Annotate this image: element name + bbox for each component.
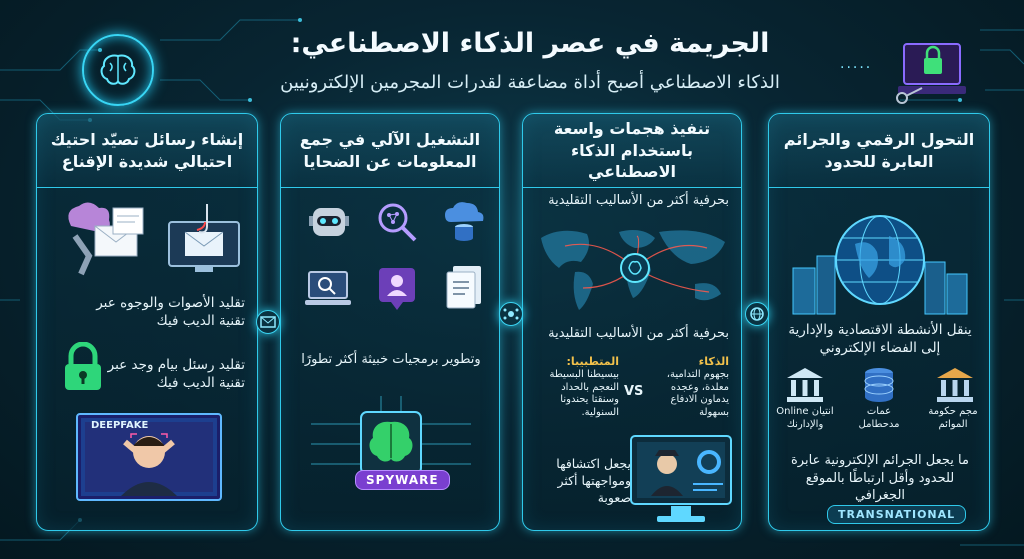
column-text: وتطوير برمجيات خبيثة أكثر تطورًا <box>301 352 481 367</box>
column-text: تقليد الأصوات والوجوه عبر تقنية الديب فيك <box>96 295 245 330</box>
traditional-label: المتطبيبا: <box>566 355 619 368</box>
header <box>0 14 1024 104</box>
bank-icon <box>783 366 827 404</box>
icon-label: عمات مدحطامل <box>858 406 900 430</box>
column-automation <box>280 113 500 531</box>
email-connector-icon <box>256 310 280 334</box>
globe-city-icon <box>785 208 975 320</box>
ai-brain-icon <box>82 34 154 106</box>
globe-connector-icon <box>745 302 769 326</box>
padlock-monitor-icon <box>888 36 974 106</box>
column-title: التحول الرقمي والجرائم العابرة للحدود <box>769 114 989 188</box>
icon-label: مجم حكومة الموائم <box>928 406 978 430</box>
profile-card-icon <box>375 264 419 312</box>
icon-row <box>775 366 985 446</box>
surveillance-monitor-icon <box>629 434 733 526</box>
decorative-dots: ..... <box>840 56 873 72</box>
column-text: تقليد رسئل بيام وجد عبر تقنية الديب فيك <box>107 357 245 392</box>
column-title: تنفيذ هجمات واسعة باستخدام الذكاء الاصطناعي <box>523 114 741 188</box>
spyware-badge: SPYWARE <box>355 470 450 490</box>
laptop-search-icon <box>303 268 353 310</box>
government-building-icon <box>933 366 977 404</box>
icon-grid <box>291 198 491 328</box>
database-icon <box>859 366 899 404</box>
column-digital-transformation <box>768 113 990 531</box>
column-title: التشغيل الآلي في جمع المعلومات عن الضحايا <box>281 114 499 188</box>
icon-label: انتيان Online والإدارنك <box>776 406 834 430</box>
column-text: ما يجعل الجرائم الإلكترونية عابرة للحدود وأقل ارتباطًا بالموقع الجغرافي <box>791 453 969 504</box>
intelligence-text: بجهوم التدامية، معلدة، وعجده يدماون الادفاع بسهولة <box>666 369 729 418</box>
column-title: إنشاء رسائل تصيّد احتيك احتيالي شديدة الإقناع <box>37 114 257 188</box>
document-icon <box>445 264 485 310</box>
column-text: يجعل اكتشافها ومواجهتها أكثر صعوبة <box>556 456 631 505</box>
page-subtitle: الذكاء الاصطناعي أصبح أداة مضاعفة لقدرات المجرمين الإلكترونيين <box>280 72 780 93</box>
traditional-text: بيسيطنا البسيطة النعجم بالحداد وسنقتا يحندونا السنولية. <box>549 369 619 418</box>
vs-label: VS <box>624 384 644 399</box>
padlock-icon <box>57 342 109 392</box>
column-text: بحرفية أكثر من الأساليب التقليدية <box>548 326 729 341</box>
transnational-badge: TRANSNATIONAL <box>827 505 966 524</box>
world-map-icon <box>531 218 735 318</box>
page-title: الجريمة في عصر الذكاء الاصطناعي: <box>290 28 770 59</box>
column-text: ينقل الأنشطة الاقتصادية والإدارية إلى الفضاء الإلكتروني <box>788 322 972 357</box>
deepfake-badge: DEEPFAKE <box>91 420 149 431</box>
network-connector-icon <box>499 302 523 326</box>
cloud-database-icon <box>441 200 487 244</box>
intelligence-label: الذكاء <box>698 355 729 368</box>
phishing-email-icon <box>55 196 251 278</box>
robot-icon <box>307 200 351 244</box>
column-ai-attacks <box>522 113 742 531</box>
magnifier-network-icon <box>375 200 419 244</box>
column-phishing <box>36 113 258 531</box>
column-text: بحرفية أكثر من الأساليب التقليدية <box>548 193 729 208</box>
